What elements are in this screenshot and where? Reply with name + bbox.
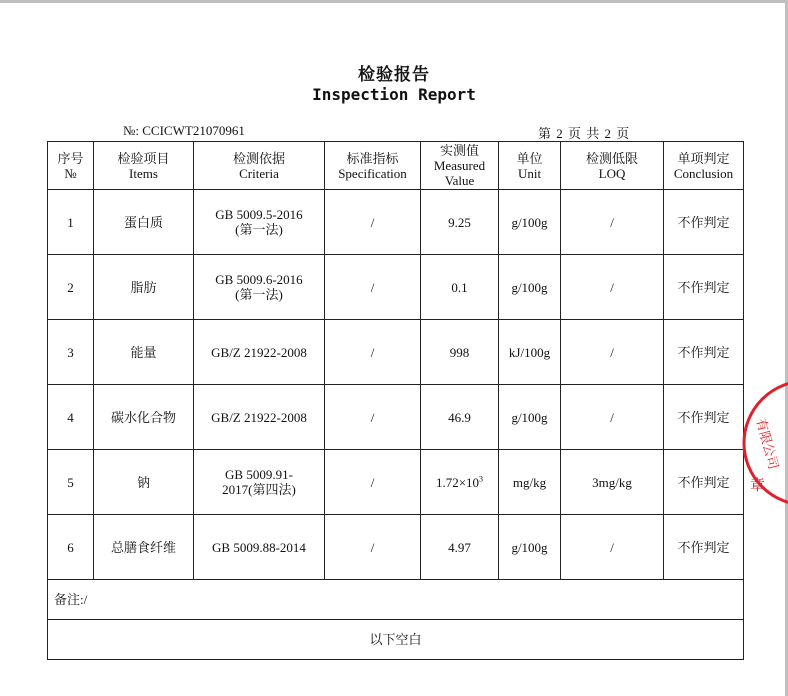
row-spec: / [325, 255, 421, 320]
header-no: 序号 № [48, 142, 94, 190]
row-unit: g/100g [499, 255, 561, 320]
row-criteria: GB 5009.5-2016 (第一法) [194, 190, 325, 255]
table-row [48, 190, 744, 255]
row-item: 碳水化合物 [94, 385, 194, 450]
row-value: 4.97 [421, 515, 499, 580]
table-row [48, 385, 744, 450]
row-unit: g/100g [499, 190, 561, 255]
row-item: 能量 [94, 320, 194, 385]
table-row [48, 320, 744, 385]
header-specification: 标准指标 Specification [325, 142, 421, 190]
table-header-row [48, 142, 744, 190]
row-conclusion: 不作判定 [664, 320, 744, 385]
row-conclusion: 不作判定 [664, 190, 744, 255]
header-criteria: 检测依据 Criteria [194, 142, 325, 190]
row-loq: 3mg/kg [561, 450, 664, 515]
row-value: 9.25 [421, 190, 499, 255]
footer-row [48, 620, 744, 660]
row-criteria: GB/Z 21922-2008 [194, 320, 325, 385]
remarks-row [48, 580, 744, 620]
report-title-chinese: 检验报告 [358, 65, 430, 85]
row-item: 蛋白质 [94, 190, 194, 255]
row-unit: mg/kg [499, 450, 561, 515]
row-no: 6 [48, 515, 94, 580]
row-item: 钠 [94, 450, 194, 515]
blank-below-text: 以下空白 [48, 620, 744, 660]
row-no: 5 [48, 450, 94, 515]
row-no: 1 [48, 190, 94, 255]
header-measured-value: 实测值 Measured Value [421, 142, 499, 190]
row-spec: / [325, 320, 421, 385]
row-criteria: GB 5009.88-2014 [194, 515, 325, 580]
row-conclusion: 不作判定 [664, 515, 744, 580]
svg-text:有限公司: 有限公司 [752, 416, 781, 472]
table-row [48, 255, 744, 320]
row-conclusion: 不作判定 [664, 255, 744, 320]
svg-text:章: 章 [750, 476, 766, 494]
table-row [48, 515, 744, 580]
row-item: 总膳食纤维 [94, 515, 194, 580]
header-items: 检验项目 Items [94, 142, 194, 190]
row-value: 998 [421, 320, 499, 385]
row-spec: / [325, 450, 421, 515]
page-indicator: 第 2 页 共 2 页 [538, 126, 630, 141]
row-loq: / [561, 190, 664, 255]
header-loq: 检测低限 LOQ [561, 142, 664, 190]
header-conclusion: 单项判定 Conclusion [664, 142, 744, 190]
report-number: №: CCICWT21070961 [123, 123, 245, 138]
row-no: 3 [48, 320, 94, 385]
row-unit: g/100g [499, 515, 561, 580]
row-no: 2 [48, 255, 94, 320]
row-conclusion: 不作判定 [664, 385, 744, 450]
value-mantissa: 1.72×10 [435, 474, 480, 490]
row-value: 46.9 [421, 385, 499, 450]
report-title-english: Inspection Report [312, 85, 476, 104]
header-unit: 单位 Unit [499, 142, 561, 190]
row-criteria: GB/Z 21922-2008 [194, 385, 325, 450]
row-spec: / [325, 190, 421, 255]
row-loq: / [561, 515, 664, 580]
row-item: 脂肪 [94, 255, 194, 320]
remarks-text: 备注:/ [48, 580, 744, 620]
row-criteria: GB 5009.91-2017(第四法) [194, 450, 325, 515]
row-unit: kJ/100g [499, 320, 561, 385]
row-spec: / [325, 515, 421, 580]
row-conclusion: 不作判定 [664, 450, 744, 515]
table-row [48, 450, 744, 515]
official-seal-stamp [742, 378, 788, 508]
row-unit: g/100g [499, 385, 561, 450]
row-loq: / [561, 320, 664, 385]
row-criteria: GB 5009.6-2016 (第一法) [194, 255, 325, 320]
row-spec: / [325, 385, 421, 450]
row-value: 0.1 [421, 255, 499, 320]
row-value [421, 450, 499, 515]
row-loq: / [561, 255, 664, 320]
row-loq: / [561, 385, 664, 450]
page-top-border [0, 0, 788, 3]
inspection-results-table [47, 141, 744, 660]
value-exponent: 3 [479, 474, 484, 484]
row-no: 4 [48, 385, 94, 450]
